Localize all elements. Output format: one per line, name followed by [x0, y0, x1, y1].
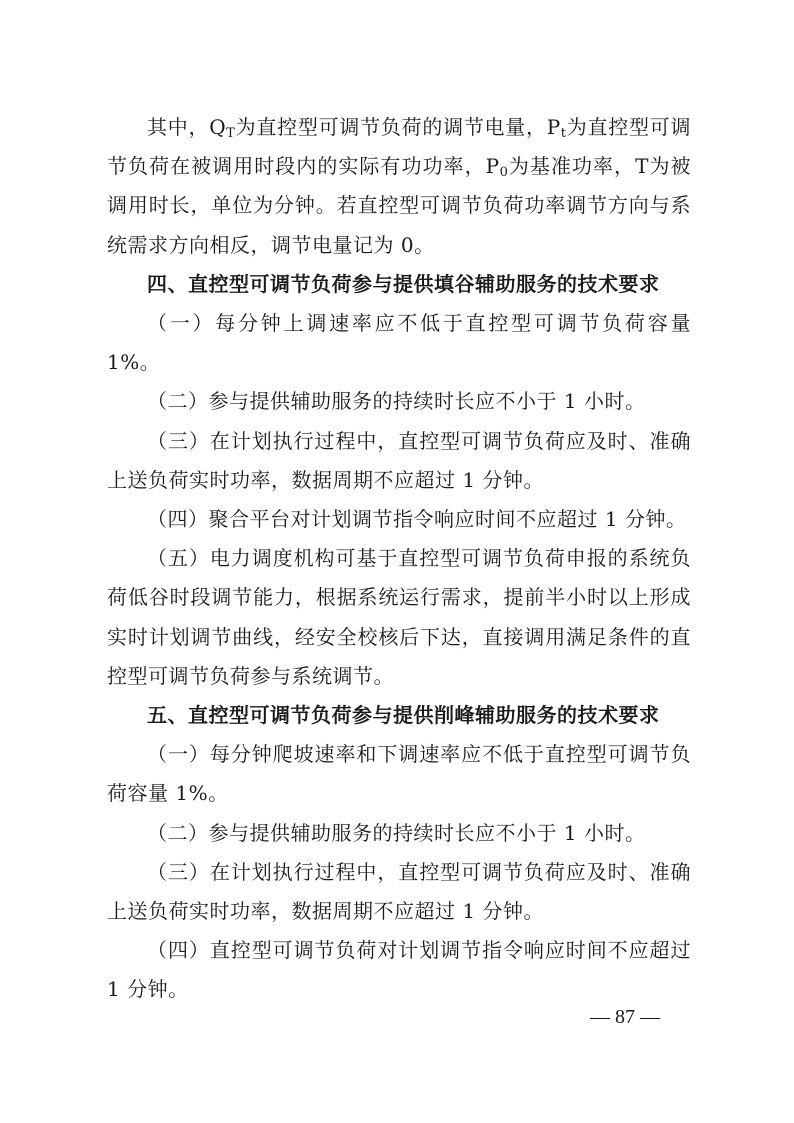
section-heading-4: 四、直控型可调节负荷参与提供填谷辅助服务的技术要求 — [147, 271, 660, 296]
section5-item-3: （三）在计划执行过程中，直控型可调节负荷应及时、准确上送负荷实时功率，数据周期不应超过 1 分钟。 — [107, 859, 691, 924]
section-heading-5: 五、直控型可调节负荷参与提供削峰辅助服务的技术要求 — [147, 703, 660, 728]
section4-item-5: （五）电力调度机构可基于直控型可调节负荷申报的系统负荷低谷时段调节能力，根据系统运行需求，提前半小时以上形成实时计划调节曲线，经安全校核后下达，直接调用满足条件的直控型可调节负荷参与系统调节。 — [107, 546, 691, 688]
document-body — [107, 108, 691, 1010]
section5-item-4: （四）直控型可调节负荷对计划调节指令响应时间不应超过 1 分钟。 — [107, 938, 691, 1002]
page-number: — 87 — — [590, 1006, 660, 1028]
section4-item-4: （四）聚合平台对计划调节指令响应时间不应超过 1 分钟。 — [147, 507, 687, 532]
section4-item-2: （二）参与提供辅助服务的持续时长应不小于 1 小时。 — [147, 389, 646, 414]
p0-subscript: 0 — [499, 165, 509, 181]
explain-mid2: 为直控型可调节负荷在被调用时段内的实际有功功率，P — [107, 115, 691, 179]
section5-item-1: （一）每分钟爬坡速率和下调速率应不低于直控型可调节负荷容量 1%。 — [107, 742, 691, 806]
qt-subscript: T — [226, 126, 236, 141]
explain-rest: 为基准功率，T为被调用时长，单位为分钟。若直控型可调节负荷功率调节方向与系统需求方向相反，调节电量记为 0。 — [107, 154, 691, 257]
explain-intro: 其中，Q — [147, 115, 227, 139]
section5-item-2: （二）参与提供辅助服务的持续时长应不小于 1 小时。 — [147, 820, 646, 845]
pt-subscript: t — [560, 126, 567, 141]
section4-item-1: （一）每分钟上调速率应不低于直控型可调节负荷容量 1%。 — [107, 311, 691, 375]
formula-explanation-paragraph — [107, 108, 691, 265]
explain-mid1: 为直控型可调节负荷的调节电量，P — [235, 115, 561, 139]
section4-item-3: （三）在计划执行过程中，直控型可调节负荷应及时、准确上送负荷实时功率，数据周期不应超过 1 分钟。 — [107, 428, 691, 492]
